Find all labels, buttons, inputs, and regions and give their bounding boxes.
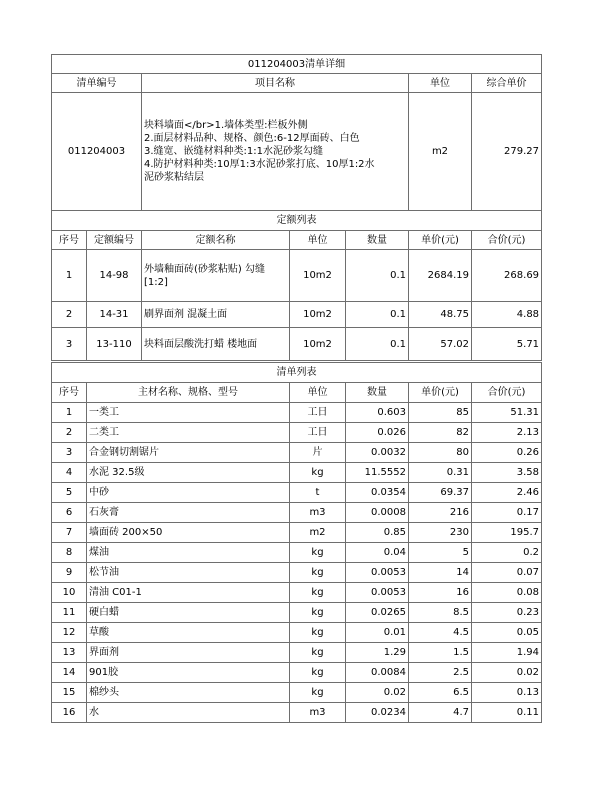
material-name: 草酸 (87, 623, 290, 643)
quota-table (51, 210, 542, 361)
quota-unit: 10m2 (290, 328, 346, 361)
material-price: 16 (409, 583, 472, 603)
quota-seq: 2 (52, 302, 87, 328)
material-price: 230 (409, 523, 472, 543)
bill-price: 279.27 (472, 93, 542, 211)
material-name: 界面剂 (87, 643, 290, 663)
col-header-code: 清单编号 (52, 74, 142, 93)
quota-qty: 0.1 (346, 302, 409, 328)
quota-unit: 10m2 (290, 302, 346, 328)
quota-total: 4.88 (472, 302, 542, 328)
quota-code: 13-110 (87, 328, 142, 361)
material-unit: kg (290, 603, 346, 623)
material-qty: 0.0032 (346, 443, 409, 463)
material-total: 195.7 (472, 523, 542, 543)
material-seq: 9 (52, 563, 87, 583)
material-price: 82 (409, 423, 472, 443)
material-unit: kg (290, 623, 346, 643)
quota-code: 14-31 (87, 302, 142, 328)
quota-header-unit: 单位 (290, 231, 346, 250)
quota-unit: 10m2 (290, 250, 346, 302)
material-seq: 7 (52, 523, 87, 543)
material-name: 清油 C01-1 (87, 583, 290, 603)
material-unit: 工日 (290, 423, 346, 443)
material-unit: kg (290, 543, 346, 563)
material-qty: 0.603 (346, 403, 409, 423)
material-unit: m2 (290, 523, 346, 543)
material-unit: t (290, 483, 346, 503)
bill-title: 011204003清单详细 (52, 55, 542, 74)
bill-table (51, 54, 542, 211)
material-seq: 5 (52, 483, 87, 503)
material-total: 0.02 (472, 663, 542, 683)
bill-name (142, 93, 409, 211)
material-unit: kg (290, 683, 346, 703)
bill-name-line: 3.缝宽、嵌缝材料种类:1:1水泥砂浆勾缝 (144, 146, 324, 157)
quota-seq: 3 (52, 328, 87, 361)
material-total: 0.11 (472, 703, 542, 723)
material-total: 0.13 (472, 683, 542, 703)
material-name: 硬白蜡 (87, 603, 290, 623)
table-row (52, 643, 542, 663)
table-row (52, 563, 542, 583)
material-unit: kg (290, 583, 346, 603)
material-seq: 8 (52, 543, 87, 563)
material-price: 2.5 (409, 663, 472, 683)
materials-body (52, 403, 542, 723)
bill-name-line: 2.面层材料品种、规格、颜色:6-12厚面砖、白色 (144, 133, 360, 144)
table-row (52, 623, 542, 643)
material-price: 8.5 (409, 603, 472, 623)
material-price: 0.31 (409, 463, 472, 483)
material-qty: 0.04 (346, 543, 409, 563)
material-price: 4.5 (409, 623, 472, 643)
material-name: 棉纱头 (87, 683, 290, 703)
materials-header-qty: 数量 (346, 383, 409, 403)
material-total: 3.58 (472, 463, 542, 483)
table-row (52, 543, 542, 563)
material-price: 69.37 (409, 483, 472, 503)
table-row (52, 703, 542, 723)
material-seq: 6 (52, 503, 87, 523)
material-unit: kg (290, 643, 346, 663)
quota-name (142, 302, 290, 328)
materials-header-name: 主材名称、规格、型号 (87, 383, 290, 403)
quota-name-line: 刷界面剂 混凝土面 (144, 309, 228, 320)
material-seq: 1 (52, 403, 87, 423)
material-name: 二类工 (87, 423, 290, 443)
material-total: 0.07 (472, 563, 542, 583)
material-qty: 0.0084 (346, 663, 409, 683)
material-unit: m3 (290, 703, 346, 723)
material-price: 14 (409, 563, 472, 583)
material-price: 5 (409, 543, 472, 563)
material-unit: m3 (290, 503, 346, 523)
material-name: 松节油 (87, 563, 290, 583)
material-price: 216 (409, 503, 472, 523)
table-row (52, 250, 542, 302)
col-header-name: 项目名称 (142, 74, 409, 93)
material-name: 煤油 (87, 543, 290, 563)
quota-header-price: 单价(元) (409, 231, 472, 250)
bill-unit: m2 (409, 93, 472, 211)
material-total: 0.23 (472, 603, 542, 623)
material-qty: 0.0265 (346, 603, 409, 623)
bill-name-line: 4.防护材料种类:10厚1:3水泥砂浆打底、10厚1:2水 (144, 159, 375, 170)
table-row (52, 443, 542, 463)
material-unit: kg (290, 463, 346, 483)
table-row (52, 463, 542, 483)
material-qty: 0.0053 (346, 563, 409, 583)
material-qty: 11.5552 (346, 463, 409, 483)
materials-header-total: 合价(元) (472, 383, 542, 403)
bill-name-line: 块料墙面</br>1.墙体类型:栏板外侧 (144, 120, 308, 131)
quota-header-qty: 数量 (346, 231, 409, 250)
material-seq: 13 (52, 643, 87, 663)
material-name: 中砂 (87, 483, 290, 503)
table-row (52, 328, 542, 361)
material-total: 0.08 (472, 583, 542, 603)
material-name: 901胶 (87, 663, 290, 683)
quota-title: 定额列表 (52, 211, 542, 231)
bill-code: 011204003 (52, 93, 142, 211)
material-qty: 0.0053 (346, 583, 409, 603)
table-row (52, 663, 542, 683)
quota-header-seq: 序号 (52, 231, 87, 250)
table-row (52, 403, 542, 423)
table-row (52, 302, 542, 328)
material-total: 51.31 (472, 403, 542, 423)
quota-code: 14-98 (87, 250, 142, 302)
material-seq: 16 (52, 703, 87, 723)
material-seq: 10 (52, 583, 87, 603)
material-seq: 12 (52, 623, 87, 643)
quota-name (142, 328, 290, 361)
material-unit: kg (290, 563, 346, 583)
materials-header-price: 单价(元) (409, 383, 472, 403)
material-unit: 工日 (290, 403, 346, 423)
material-qty: 0.02 (346, 683, 409, 703)
material-price: 1.5 (409, 643, 472, 663)
table-row (52, 683, 542, 703)
quota-name-line: [1:2] (144, 276, 168, 288)
material-qty: 0.026 (346, 423, 409, 443)
material-unit: kg (290, 663, 346, 683)
material-qty: 0.0234 (346, 703, 409, 723)
material-total: 0.2 (472, 543, 542, 563)
material-total: 0.17 (472, 503, 542, 523)
quota-price: 48.75 (409, 302, 472, 328)
material-price: 4.7 (409, 703, 472, 723)
material-name: 石灰膏 (87, 503, 290, 523)
material-total: 2.13 (472, 423, 542, 443)
col-header-price: 综合单价 (472, 74, 542, 93)
material-seq: 15 (52, 683, 87, 703)
material-seq: 2 (52, 423, 87, 443)
quota-header-code: 定额编号 (87, 231, 142, 250)
quota-qty: 0.1 (346, 250, 409, 302)
material-qty: 0.0008 (346, 503, 409, 523)
material-seq: 11 (52, 603, 87, 623)
quota-total: 5.71 (472, 328, 542, 361)
table-row (52, 523, 542, 543)
material-seq: 4 (52, 463, 87, 483)
material-qty: 1.29 (346, 643, 409, 663)
material-price: 85 (409, 403, 472, 423)
material-unit: 片 (290, 443, 346, 463)
material-seq: 14 (52, 663, 87, 683)
materials-title: 清单列表 (52, 363, 542, 383)
material-name: 水泥 32.5级 (87, 463, 290, 483)
quota-price: 57.02 (409, 328, 472, 361)
material-name: 水 (87, 703, 290, 723)
quota-name (142, 250, 290, 302)
material-qty: 0.85 (346, 523, 409, 543)
material-price: 6.5 (409, 683, 472, 703)
quota-name-line: 块料面层酸洗打蜡 楼地面 (144, 338, 258, 350)
material-seq: 3 (52, 443, 87, 463)
quota-header-name: 定额名称 (142, 231, 290, 250)
material-total: 0.05 (472, 623, 542, 643)
quota-price: 2684.19 (409, 250, 472, 302)
materials-header-unit: 单位 (290, 383, 346, 403)
table-row (52, 503, 542, 523)
materials-table (51, 362, 542, 723)
material-total: 0.26 (472, 443, 542, 463)
quota-qty: 0.1 (346, 328, 409, 361)
material-qty: 0.0354 (346, 483, 409, 503)
quota-seq: 1 (52, 250, 87, 302)
bill-name-line: 泥砂浆粘结层 (144, 172, 204, 183)
table-row (52, 583, 542, 603)
table-row (52, 483, 542, 503)
quota-header-total: 合价(元) (472, 231, 542, 250)
material-price: 80 (409, 443, 472, 463)
material-total: 1.94 (472, 643, 542, 663)
quota-total: 268.69 (472, 250, 542, 302)
material-name: 一类工 (87, 403, 290, 423)
quota-name-line: 外墙釉面砖(砂浆粘贴) 勾缝 (144, 263, 265, 275)
table-row (52, 603, 542, 623)
materials-header-seq: 序号 (52, 383, 87, 403)
material-qty: 0.01 (346, 623, 409, 643)
table-row (52, 423, 542, 443)
col-header-unit: 单位 (409, 74, 472, 93)
material-total: 2.46 (472, 483, 542, 503)
material-name: 合金钢切割锯片 (87, 443, 290, 463)
material-name: 墙面砖 200×50 (87, 523, 290, 543)
